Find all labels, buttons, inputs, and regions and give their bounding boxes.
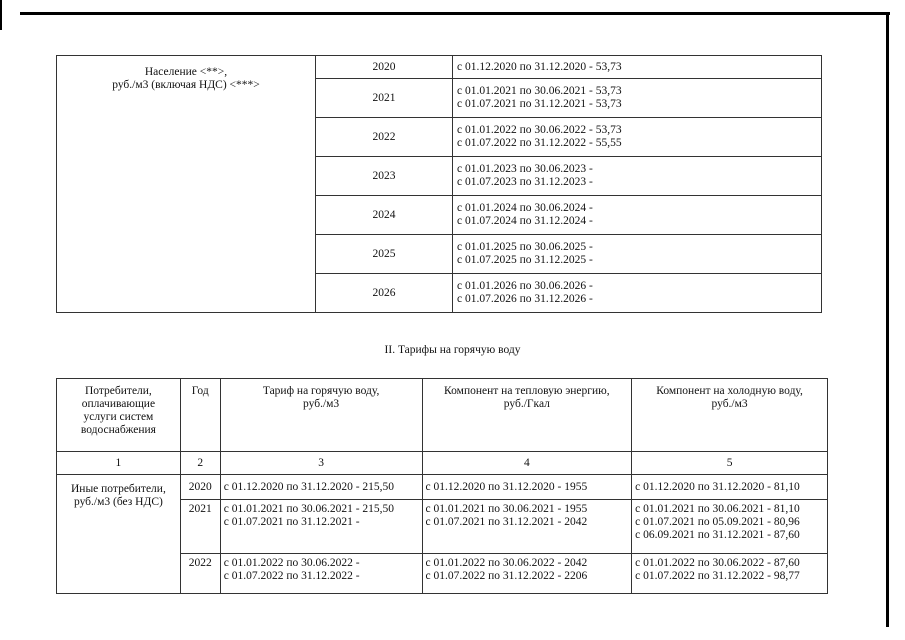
header-text: Потребители, <box>84 385 152 397</box>
header-text: руб./м3 <box>711 398 748 410</box>
tariff-line: с 01.01.2021 по 30.06.2021 - 53,73 <box>457 85 622 97</box>
cold-cell <box>632 500 828 554</box>
cold-line: с 01.07.2021 по 05.09.2021 - 80,96 <box>635 516 800 528</box>
hot-water-tariff-table <box>56 378 828 594</box>
year-cell: 2020 <box>180 475 220 500</box>
tariff-line: с 01.07.2024 по 31.12.2024 - <box>457 215 593 227</box>
population-tariff-table <box>56 55 822 313</box>
heat-cell <box>422 500 632 554</box>
column-number: 1 <box>57 452 181 475</box>
header-heat-component <box>422 379 632 452</box>
tariff-line: с 01.12.2020 по 31.12.2020 - 53,73 <box>457 60 622 73</box>
tariff-line: с 01.07.2021 по 31.12.2021 - <box>223 516 360 528</box>
tariff-line: с 01.01.2023 по 30.06.2023 - <box>457 163 593 175</box>
heat-line: с 01.01.2022 по 30.06.2022 - 2042 <box>425 557 588 569</box>
heat-line: с 01.01.2021 по 30.06.2021 - 1955 <box>425 503 588 515</box>
tariff-line: с 01.01.2022 по 30.06.2022 - 53,73 <box>457 124 622 136</box>
page-border-left <box>0 0 2 30</box>
header-consumers <box>57 379 181 452</box>
tariff-cell <box>220 500 422 554</box>
year-cell: 2022 <box>316 118 453 157</box>
tariff-line: с 01.12.2020 по 31.12.2020 - 215,50 <box>223 480 395 493</box>
page-border-top <box>20 12 890 15</box>
header-year: Год <box>180 379 220 452</box>
section-heading: II. Тарифы на горячую воду <box>384 344 521 356</box>
header-text: руб./м3 <box>303 398 340 410</box>
column-number: 2 <box>180 452 220 475</box>
tariff-line: с 01.07.2026 по 31.12.2026 - <box>457 293 593 305</box>
tariff-line: с 01.01.2025 по 30.06.2025 - <box>457 241 593 253</box>
tariff-cell <box>453 56 822 79</box>
cold-line: с 01.12.2020 по 31.12.2020 - 81,10 <box>635 480 800 493</box>
header-cold-component <box>632 379 828 452</box>
cold-line: с 06.09.2021 по 31.12.2021 - 87,60 <box>635 529 800 541</box>
cold-line: с 01.01.2021 по 30.06.2021 - 81,10 <box>635 503 800 515</box>
tariff-cell <box>453 274 822 313</box>
consumer-cell <box>57 475 181 594</box>
year-cell: 2026 <box>316 274 453 313</box>
column-number-row <box>57 452 828 475</box>
table-row <box>57 56 822 79</box>
tariff-line: с 01.07.2025 по 31.12.2025 - <box>457 254 593 266</box>
tariff-line: с 01.07.2021 по 31.12.2021 - 53,73 <box>457 98 622 110</box>
header-text: Компонент на тепловую энергию, <box>444 385 610 397</box>
header-tariff <box>220 379 422 452</box>
heat-cell <box>422 475 632 500</box>
header-text: Компонент на холодную воду, <box>656 385 803 397</box>
consumer-unit: руб./м3 (включая НДС) <***> <box>112 79 260 91</box>
tariff-cell <box>220 475 422 500</box>
year-cell: 2020 <box>316 56 453 79</box>
header-text: руб./Гкал <box>503 398 550 410</box>
consumer-label: Иные потребители, <box>70 483 166 495</box>
tariff-line: с 01.07.2022 по 31.12.2022 - 55,55 <box>457 137 622 149</box>
year-cell: 2024 <box>316 196 453 235</box>
column-number: 3 <box>220 452 422 475</box>
tariff-line: с 01.07.2022 по 31.12.2022 - <box>223 570 360 582</box>
tariff-line: с 01.01.2026 по 30.06.2026 - <box>457 280 593 292</box>
tariff-cell <box>453 118 822 157</box>
consumer-label: Население <**>, <box>144 66 228 78</box>
header-text: услуги систем <box>83 411 154 423</box>
consumer-unit: руб./м3 (без НДС) <box>73 496 163 508</box>
heat-line: с 01.07.2021 по 31.12.2021 - 2042 <box>425 516 588 528</box>
header-row <box>57 379 828 452</box>
header-text: оплачивающие <box>81 398 156 410</box>
tariff-cell <box>220 554 422 594</box>
tariff-cell <box>453 196 822 235</box>
cold-cell <box>632 475 828 500</box>
column-number: 5 <box>632 452 828 475</box>
tariff-cell <box>453 157 822 196</box>
table-row <box>57 475 828 500</box>
year-cell: 2022 <box>180 554 220 594</box>
year-cell: 2025 <box>316 235 453 274</box>
tariff-cell <box>453 79 822 118</box>
year-cell: 2021 <box>316 79 453 118</box>
cold-cell <box>632 554 828 594</box>
tariff-line: с 01.01.2022 по 30.06.2022 - <box>223 557 360 569</box>
page-border-right <box>886 12 889 627</box>
tariff-line: с 01.01.2021 по 30.06.2021 - 215,50 <box>223 503 395 515</box>
tariff-cell <box>453 235 822 274</box>
consumer-cell <box>57 56 316 313</box>
heat-line: с 01.12.2020 по 31.12.2020 - 1955 <box>425 480 588 493</box>
header-text: водоснабжения <box>80 424 156 436</box>
heat-line: с 01.07.2022 по 31.12.2022 - 2206 <box>425 570 588 582</box>
heat-cell <box>422 554 632 594</box>
tariff-line: с 01.01.2024 по 30.06.2024 - <box>457 202 593 214</box>
tariff-line: с 01.07.2023 по 31.12.2023 - <box>457 176 593 188</box>
year-cell: 2023 <box>316 157 453 196</box>
header-text: Тариф на горячую воду, <box>262 385 380 397</box>
cold-line: с 01.01.2022 по 30.06.2022 - 87,60 <box>635 557 800 569</box>
column-number: 4 <box>422 452 632 475</box>
cold-line: с 01.07.2022 по 31.12.2022 - 98,77 <box>635 570 800 582</box>
year-cell: 2021 <box>180 500 220 554</box>
